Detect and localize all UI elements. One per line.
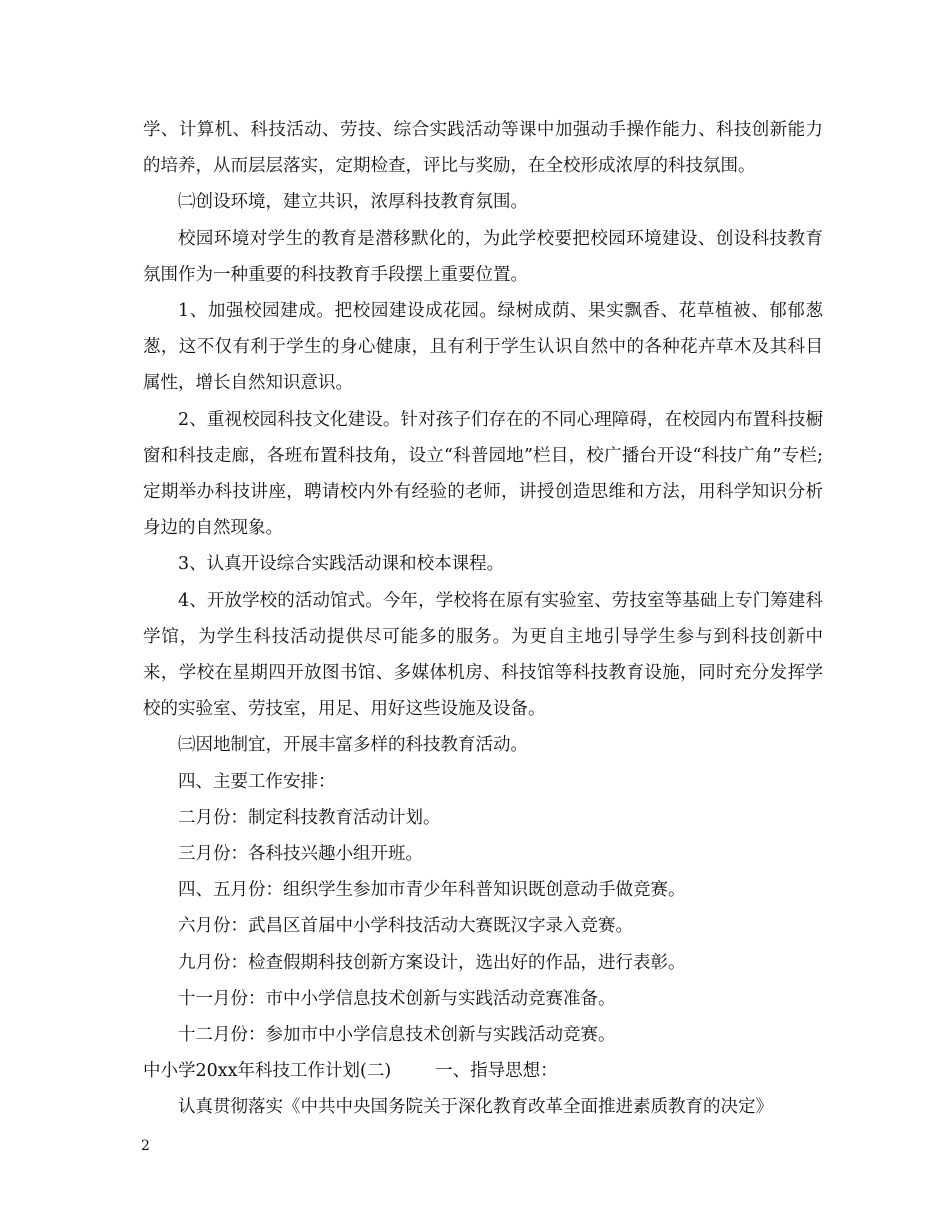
document-title: 中小学20xx年科技工作计划(二) [143, 1061, 392, 1082]
paragraph: 认真贯彻落实《中共中央国务院关于深化教育改革全面推进素质教育的决定》 [178, 1097, 773, 1118]
document-body [143, 112, 823, 1126]
schedule-item: 二月份：制定科技教育活动计划。 [178, 807, 441, 828]
schedule-item: 六月份：武昌区首届中小学科技活动大赛既汉字录入竞赛。 [178, 916, 633, 937]
page-number: 2 [141, 1138, 150, 1154]
section-title-line [143, 1053, 823, 1089]
schedule-item: 四、五月份：组织学生参加市青少年科普知识既创意动手做竞赛。 [178, 880, 686, 901]
paragraph: 2、重视校园科技文化建设。针对孩子们存在的不同心理障碍，在校园内布置科技橱窗和科技走廊，各班布置科技角，设立“科普园地”栏目，校广播台开设“科技广角”专栏;定期举办科技讲座，聘请校内外有经验的老师，讲授创造思维和方法，用科学知识分析身边的自然现象。 [143, 409, 823, 539]
schedule-item: 九月份：检查假期科技创新方案设计，选出好的作品，进行表彰。 [178, 952, 686, 973]
schedule-item: 十一月份：市中小学信息技术创新与实践活动竞赛准备。 [178, 988, 616, 1009]
guiding-heading: 一、指导思想： [435, 1061, 558, 1082]
schedule-item: 三月份：各科技兴趣小组开班。 [178, 844, 423, 865]
paragraph: 校园环境对学生的教育是潜移默化的，为此学校要把校园环境建设、创设科技教育氛围作为一种重要的科技教育手段摆上重要位置。 [143, 228, 823, 285]
paragraph: 4、开放学校的活动馆式。今年，学校将在原有实验室、劳技室等基础上专门筹建科学馆，为学生科技活动提供尽可能多的服务。为更自主地引导学生参与到科技创新中来，学校在星期四开放图书馆、多媒体机房、科技馆等科技教育设施，同时充分发挥学校的实验室、劳技室，用足、用好这些设施及设备。 [143, 590, 823, 720]
section-heading: 四、主要工作安排： [178, 771, 336, 792]
paragraph: ㈢因地制宜，开展丰富多样的科技教育活动。 [178, 735, 528, 756]
paragraph: 学、计算机、科技活动、劳技、综合实践活动等课中加强动手操作能力、科技创新能力的培养，从而层层落实，定期检查，评比与奖励，在全校形成浓厚的科技氛围。 [143, 120, 823, 177]
paragraph: 1、加强校园建成。把校园建设成花园。绿树成荫、果实飘香、花草植被、郁郁葱葱，这不仅有利于学生的身心健康，且有利于学生认识自然中的各种花卉草木及其科目属性，增长自然知识意识。 [143, 301, 823, 394]
schedule-item: 十二月份：参加市中小学信息技术创新与实践活动竞赛。 [178, 1025, 616, 1046]
paragraph: ㈡创设环境，建立共识，浓厚科技教育氛围。 [178, 192, 528, 213]
paragraph: 3、认真开设综合实践活动课和校本课程。 [178, 554, 505, 575]
